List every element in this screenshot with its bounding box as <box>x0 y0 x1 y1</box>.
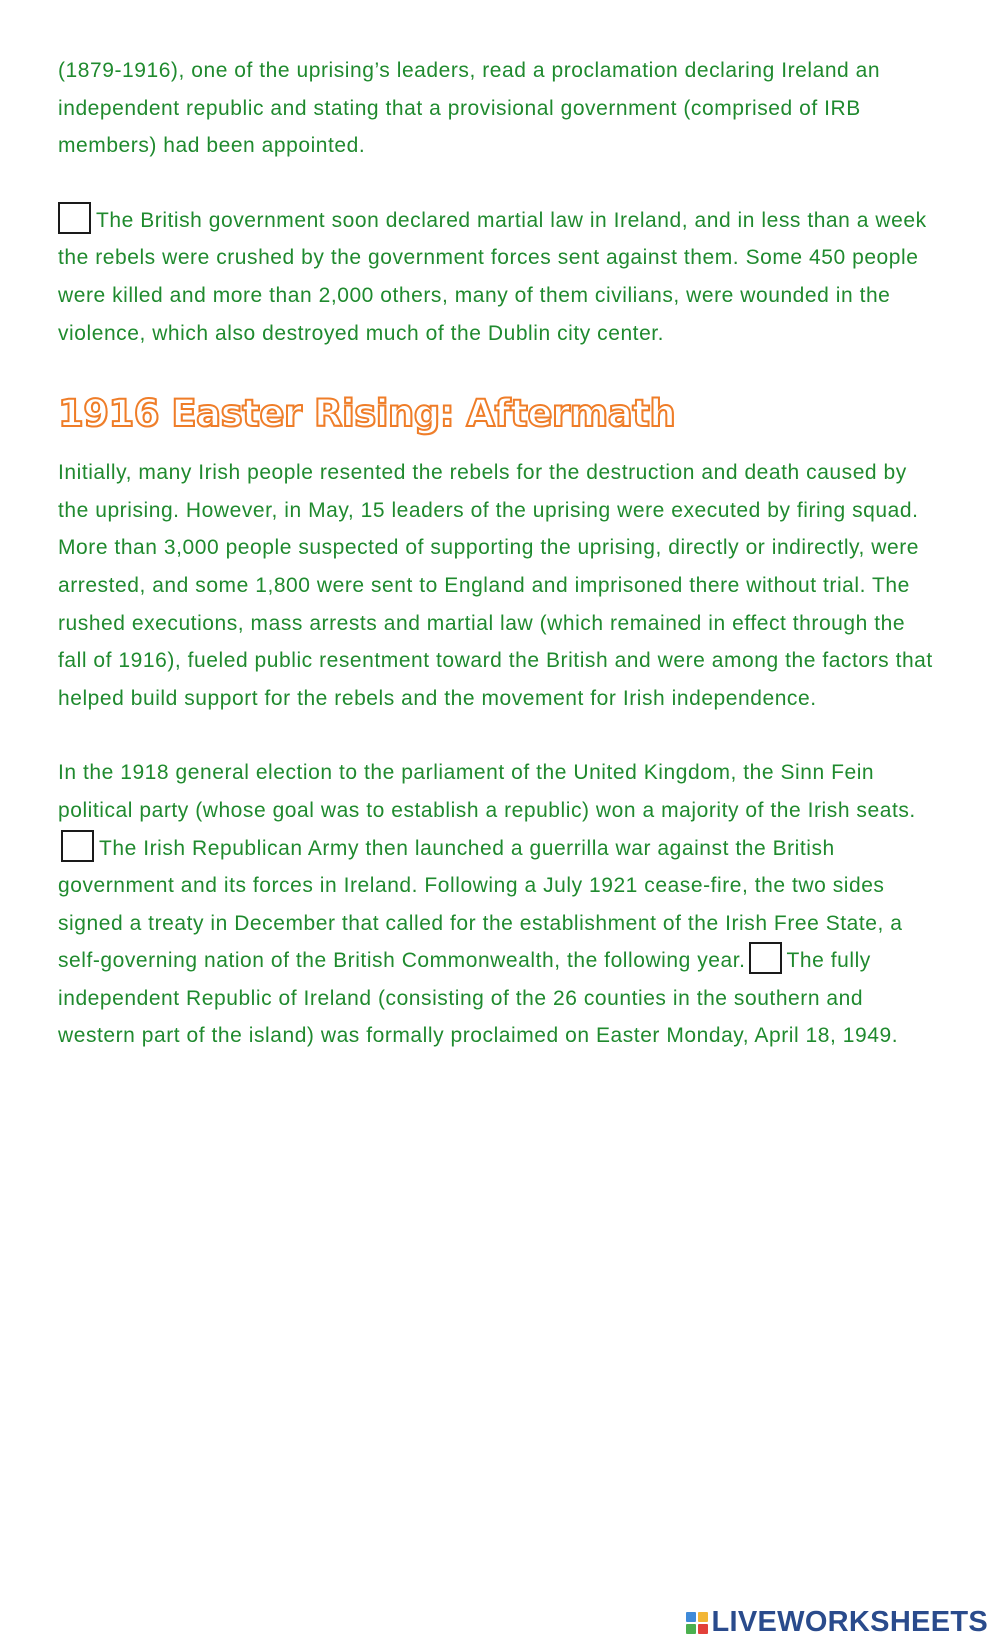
paragraph-independence-text-1: In the 1918 general election to the parliament of the United Kingdom, the Sinn Fein political party (whose goal was to establish a republic) won a majority of the Irish seats. <box>58 761 916 822</box>
paragraph-aftermath-text: Initially, many Irish people resented the rebels for the destruction and death caused by the uprising. However, in May, 15 leaders of the uprising were executed by firing squad. More than 3,000 people suspected of supporting the uprising, directly or indirectly, were arrested, and some 1,800 were sent to England and imprisoned there without trial. The rushed executions, mass arrests and martial law (which remained in effect through the fall of 1916), fueled public resentment toward the British and were among the factors that helped build support for the rebels and the movement for Irish independence. <box>58 461 933 710</box>
answer-drop-box-2[interactable] <box>61 830 94 862</box>
paragraph-independence-text-3: The fully independent Republic of Ireland (consisting of the 26 counties in the southern and western part of the island) was formally proclaimed on Easter Monday, April 18, 1949. <box>58 949 899 1048</box>
paragraph-proclamation-text: (1879-1916), one of the uprising’s leaders, read a proclamation declaring Ireland an independent republic and stating that a provisional government (comprised of IRB members) had been appointed. <box>58 59 881 158</box>
logo-tile-3 <box>686 1624 696 1634</box>
logo-tile-4 <box>698 1624 708 1634</box>
paragraph-martial-law-text: The British government soon declared martial law in Ireland, and in less than a week the rebels were crushed by the government forces sent against them. Some 450 people were killed and more than 2,000 others, many of them civilians, were wounded in the violence, which also destroyed much of the Dublin city center. <box>58 208 927 345</box>
worksheet-page <box>58 52 938 1055</box>
liveworksheets-logo <box>686 1606 989 1639</box>
paragraph-aftermath <box>58 454 938 717</box>
paragraph-martial-law <box>58 202 938 352</box>
paragraph-independence-text-2: The Irish Republican Army then launched a guerrilla war against the British government and its forces in Ireland. Following a July 1921 cease-fire, the two sides signed a treaty in December that called for the establishment of the Irish Free State, a self-governing nation of the British Commonwealth, the following year. <box>58 836 903 973</box>
logo-tile-2 <box>698 1612 708 1622</box>
paragraph-proclamation <box>58 52 938 165</box>
logo-grid-icon <box>686 1612 708 1634</box>
paragraph-independence <box>58 754 938 1055</box>
answer-drop-box-3[interactable] <box>749 942 782 974</box>
section-heading-aftermath: 1916 Easter Rising: Aftermath <box>58 392 676 436</box>
logo-tile-1 <box>686 1612 696 1622</box>
logo-wordmark: LIVEWORKSHEETS <box>711 1606 988 1638</box>
answer-drop-box-1[interactable] <box>58 202 91 234</box>
